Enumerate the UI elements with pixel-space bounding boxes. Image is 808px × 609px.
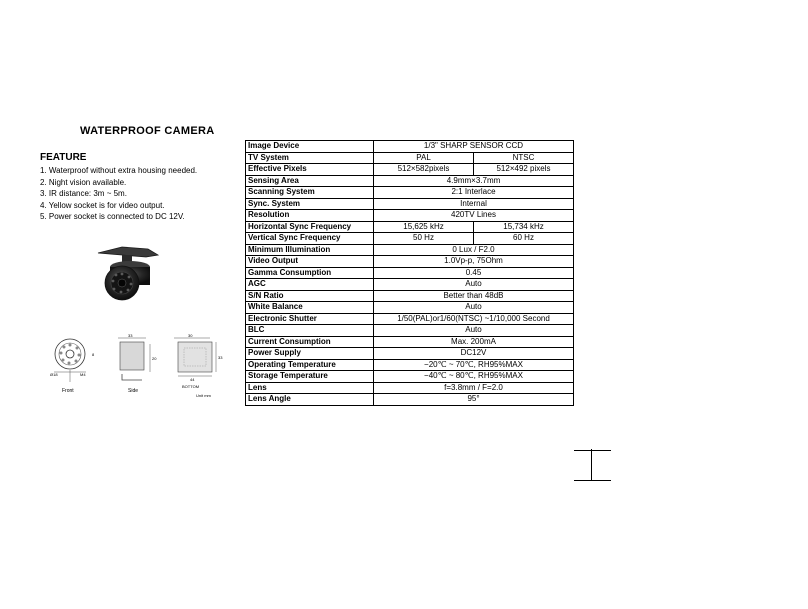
spec-value: −20℃ ~ 70℃, RH95%MAX — [374, 359, 574, 371]
front-label: Front — [62, 388, 74, 394]
spec-label: Resolution — [246, 210, 374, 222]
spec-row-operating-temperature — [246, 359, 574, 371]
spec-label: TV System — [246, 152, 374, 164]
feature-item: 4. Yellow socket is for video output. — [40, 200, 165, 210]
feature-item: 2. Night vision available. — [40, 177, 127, 187]
spec-label: Operating Temperature — [246, 359, 374, 371]
unit-label: Unit mm — [196, 393, 211, 398]
spec-row-image-device — [246, 141, 574, 153]
spec-label: Sync. System — [246, 198, 374, 210]
spec-label: BLC — [246, 325, 374, 337]
spec-value: 1/3" SHARP SENSOR CCD — [374, 141, 574, 153]
spec-value-pal: 15,625 kHz — [374, 221, 474, 233]
spec-label: Power Supply — [246, 348, 374, 360]
spec-value-ntsc: NTSC — [474, 152, 574, 164]
spec-label: Video Output — [246, 256, 374, 268]
spec-row-blc — [246, 325, 574, 337]
spec-label: Scanning System — [246, 187, 374, 199]
spec-value-ntsc: 60 Hz — [474, 233, 574, 245]
spec-row-agc — [246, 279, 574, 291]
spec-label: Gamma Consumption — [246, 267, 374, 279]
spec-value: 0 Lux / F2.0 — [374, 244, 574, 256]
bottom-view-diagram — [168, 334, 230, 402]
spec-value-ntsc: 512×492 pixels — [474, 164, 574, 176]
spec-row-sync-system — [246, 198, 574, 210]
spec-value: Internal — [374, 198, 574, 210]
side-view-diagram — [112, 334, 164, 398]
feature-item: 1. Waterproof without extra housing needed. — [40, 166, 198, 175]
dim-20-label: 20 — [152, 356, 157, 361]
spec-value: 420TV Lines — [374, 210, 574, 222]
bottom-label: BOTTOM — [182, 384, 200, 389]
dim-44-label: 44 — [190, 377, 195, 382]
spec-row-storage-temperature — [246, 371, 574, 383]
spec-row-power-supply — [246, 348, 574, 360]
divider-line — [574, 480, 611, 481]
spec-value: Auto — [374, 302, 574, 314]
spec-row-min-illumination — [246, 244, 574, 256]
spec-row-scanning-system — [246, 187, 574, 199]
spec-value: −40℃ ~ 80℃, RH95%MAX — [374, 371, 574, 383]
divider-line — [574, 450, 611, 451]
spec-value: 4.9mm×3.7mm — [374, 175, 574, 187]
spec-row-sn-ratio — [246, 290, 574, 302]
spec-row-sensing-area — [246, 175, 574, 187]
spec-row-tv-system — [246, 152, 574, 164]
dim-m4-label: M4 — [80, 372, 86, 377]
spec-label: Minimum Illumination — [246, 244, 374, 256]
spec-label: AGC — [246, 279, 374, 291]
spec-row-electronic-shutter — [246, 313, 574, 325]
spec-value-pal: PAL — [374, 152, 474, 164]
feature-item: 5. Power socket is connected to DC 12V. — [40, 212, 185, 221]
spec-label: Storage Temperature — [246, 371, 374, 383]
side-label: Side — [128, 388, 139, 394]
feature-list — [40, 165, 197, 223]
spec-label: Image Device — [246, 141, 374, 153]
divider-line — [591, 449, 592, 481]
spec-label: Lens — [246, 382, 374, 394]
dim-33-label: 33 — [128, 334, 133, 338]
camera-photo — [92, 243, 164, 303]
feature-item: 3. IR distance: 3m ~ 5m. — [40, 189, 127, 198]
spec-label: S/N Ratio — [246, 290, 374, 302]
spec-value-pal: 50 Hz — [374, 233, 474, 245]
spec-value: 0.45 — [374, 267, 574, 279]
front-view-diagram — [48, 334, 108, 398]
spec-value: 95° — [374, 394, 574, 406]
spec-label: Current Consumption — [246, 336, 374, 348]
spec-label: Lens Angle — [246, 394, 374, 406]
spec-row-horizontal-sync — [246, 221, 574, 233]
spec-label: White Balance — [246, 302, 374, 314]
spec-table — [245, 140, 574, 406]
spec-label: Electronic Shutter — [246, 313, 374, 325]
spec-value-pal: 512×582pixels — [374, 164, 474, 176]
spec-value: Auto — [374, 325, 574, 337]
spec-label: Sensing Area — [246, 175, 374, 187]
spec-row-lens-angle — [246, 394, 574, 406]
dim-d18-label: Ø18 — [50, 372, 58, 377]
spec-row-video-output — [246, 256, 574, 268]
spec-row-resolution — [246, 210, 574, 222]
spec-value: f=3.8mm / F=2.0 — [374, 382, 574, 394]
spec-value: Better than 48dB — [374, 290, 574, 302]
spec-value-ntsc: 15,734 kHz — [474, 221, 574, 233]
spec-value: Max. 200mA — [374, 336, 574, 348]
spec-label: Effective Pixels — [246, 164, 374, 176]
spec-row-vertical-sync — [246, 233, 574, 245]
spec-value: Auto — [374, 279, 574, 291]
spec-row-gamma — [246, 267, 574, 279]
spec-label: Vertical Sync Frequency — [246, 233, 374, 245]
spec-value: 1.0Vp-p, 75Ohm — [374, 256, 574, 268]
spec-row-current-consumption — [246, 336, 574, 348]
spec-label: Horizontal Sync Frequency — [246, 221, 374, 233]
spec-value: 1/50(PAL)or1/60(NTSC) ~1/10,000 Second — [374, 313, 574, 325]
dim-30-label: 30 — [188, 334, 193, 338]
spec-row-effective-pixels — [246, 164, 574, 176]
document-title: WATERPROOF CAMERA — [80, 125, 215, 137]
spec-value: DC12V — [374, 348, 574, 360]
dim-33-label: 33 — [218, 355, 223, 360]
spec-row-lens — [246, 382, 574, 394]
spec-row-white-balance — [246, 302, 574, 314]
dim-8-label: 8 — [92, 352, 95, 357]
feature-heading: FEATURE — [40, 152, 87, 163]
spec-value: 2:1 Interlace — [374, 187, 574, 199]
